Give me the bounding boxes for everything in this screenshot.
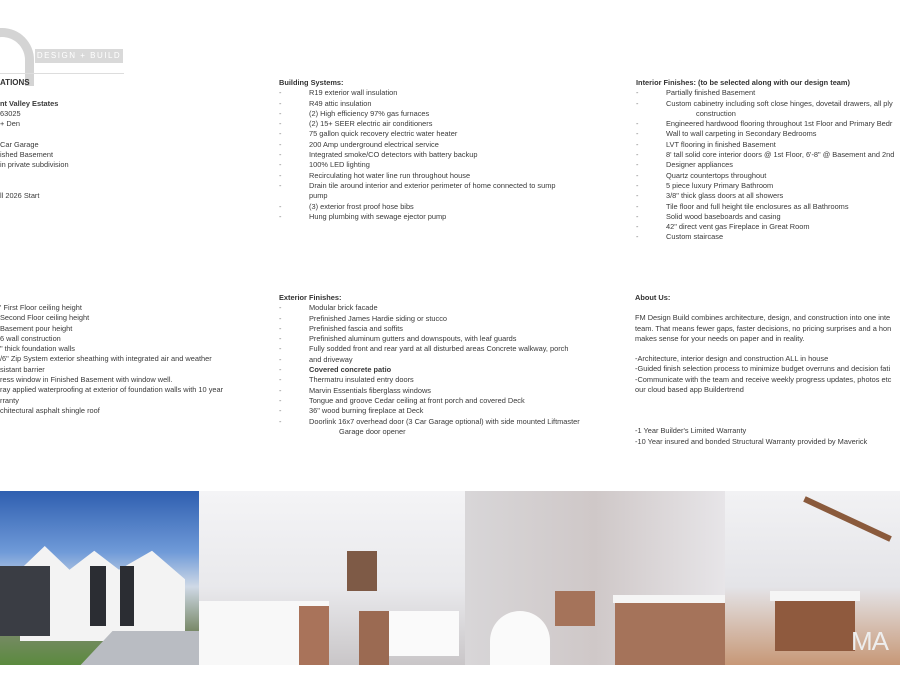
list-item — [279, 314, 580, 324]
list-item — [636, 140, 894, 150]
building-systems — [279, 78, 579, 222]
specifications-title: ATIONS — [0, 78, 30, 87]
specs-list — [0, 303, 223, 416]
list-item — [279, 181, 579, 202]
list-item — [279, 202, 579, 212]
location-line — [0, 181, 69, 191]
list-item-text: Custom cabinetry including soft close hinges, dovetail drawers, all ply — [666, 98, 893, 108]
bullet-dash: - — [279, 406, 282, 416]
about-paragraph-line: FM Design Build combines architecture, design, and construction into one inte — [635, 313, 891, 323]
specifications-column — [0, 78, 69, 202]
list-item-text: Custom staircase — [666, 232, 724, 242]
bullet-dash — [636, 109, 666, 119]
bullet-dash: - — [279, 160, 282, 170]
bullet-dash: - — [279, 416, 282, 426]
list-item-text: Prefinished fascia and soffits — [309, 323, 403, 333]
list-item — [636, 202, 894, 212]
location-line — [0, 171, 69, 181]
list-item — [636, 109, 894, 119]
bullet-dash: - — [636, 180, 639, 190]
list-item — [636, 222, 894, 232]
list-item-text: Designer appliances — [666, 160, 733, 170]
bullet-dash: - — [279, 201, 282, 211]
list-item-text: (2) 15+ SEER electric air conditioners — [309, 119, 433, 129]
interior-finishes-title: Interior Finishes: (to be selected along with our design team) — [636, 78, 850, 87]
list-item — [636, 99, 894, 109]
spec-line: chitectural asphalt shingle roof — [0, 405, 100, 415]
bullet-dash: - — [636, 139, 639, 149]
list-item-text: Thermatru insulated entry doors — [309, 375, 414, 385]
list-item-text: 75 gallon quick recovery electric water heater — [309, 129, 458, 139]
bullet-dash: - — [636, 222, 639, 232]
list-item — [279, 109, 579, 119]
exterior-photo — [0, 491, 199, 665]
bullet-dash: - — [279, 365, 282, 375]
list-item-text: construction — [696, 108, 736, 118]
bathroom-photo — [465, 491, 725, 665]
list-item — [279, 365, 580, 375]
list-item-text: Recirculating hot water line run throughout house — [309, 170, 471, 180]
list-item — [279, 160, 579, 170]
logo-tagline: DESIGN + BUILD — [35, 49, 123, 63]
bullet-dash: - — [279, 88, 282, 98]
bullet-dash: - — [279, 170, 282, 180]
bullet-dash: - — [279, 150, 282, 160]
list-item — [279, 417, 580, 427]
bullet-dash: - — [279, 129, 282, 139]
spec-line: ray applied waterproofing at exterior of foundation walls with 10 year — [0, 385, 224, 395]
spec-line: " thick foundation walls — [0, 344, 75, 354]
list-item-text: and driveway — [309, 354, 353, 364]
about-paragraph-line: makes sense for your needs on paper and in reality. — [635, 333, 805, 343]
spec-line: Basement pour height — [0, 323, 73, 333]
bullet-dash: - — [279, 375, 282, 385]
location-line: nt Valley Estates — [0, 98, 59, 108]
bullet-dash: - — [636, 129, 639, 139]
bullet-dash: - — [279, 303, 282, 313]
list-item-text: Prefinished aluminum gutters and downspouts, with leaf guards — [309, 334, 517, 344]
exterior-finishes — [279, 293, 580, 437]
bullet-dash: - — [279, 385, 282, 395]
list-item-text: Partially finished Basement — [666, 88, 756, 98]
bullet-dash: - — [279, 108, 282, 118]
bullet-dash: - — [279, 139, 282, 149]
list-item — [279, 375, 580, 385]
list-item — [279, 427, 580, 437]
bullet-dash: - — [636, 98, 639, 108]
bullet-dash: - — [636, 201, 639, 211]
list-item-text: (3) exterior frost proof hose bibs — [309, 201, 414, 211]
list-item — [279, 150, 579, 160]
list-item — [636, 119, 894, 129]
great-room-photo — [725, 491, 900, 665]
list-item — [636, 212, 894, 222]
list-item-text: 8' tall solid core interior doors @ 1st Floor, 6'-8" @ Basement and 2nd — [666, 150, 895, 160]
list-item-text: Tongue and groove Cedar ceiling at front porch and covered Deck — [309, 395, 525, 405]
list-item-text: Hung plumbing with sewage ejector pump — [309, 211, 447, 221]
list-item — [279, 212, 579, 222]
list-item-text: 200 Amp underground electrical service — [309, 139, 439, 149]
about-us-title: About Us: — [635, 293, 671, 302]
list-item — [279, 129, 579, 139]
photo-strip — [0, 491, 900, 665]
list-item — [279, 344, 580, 354]
list-item-text: 36" wood burning fireplace at Deck — [309, 406, 424, 416]
bullet-dash: - — [636, 191, 639, 201]
bullet-dash: - — [279, 354, 282, 364]
list-item-text: 42" direct vent gas Fireplace in Great Room — [666, 222, 810, 232]
logo-divider — [0, 73, 124, 74]
spec-line: ' First Floor ceiling height — [0, 303, 82, 312]
list-item — [279, 355, 580, 365]
bullet-dash: - — [636, 150, 639, 160]
list-item — [636, 191, 894, 201]
warranty-line: -1 Year Builder's Limited Warranty — [635, 426, 747, 436]
about-point: -Communicate with the team and receive weekly progress updates, photos etc — [635, 374, 892, 384]
bullet-dash: - — [279, 211, 282, 221]
list-item — [279, 171, 579, 181]
list-item-text: Drain tile around interior and exterior perimeter of home connected to sump pump — [309, 180, 556, 201]
list-item-text: R49 attic insulation — [309, 98, 372, 108]
bullet-dash: - — [279, 395, 282, 405]
bullet-dash: - — [279, 119, 282, 129]
location-line: in private subdivision — [0, 160, 69, 170]
list-item — [636, 181, 894, 191]
list-item-text: Integrated smoke/CO detectors with battery backup — [309, 150, 478, 160]
list-item-text: Tile floor and full height tile enclosures as all Bathrooms — [666, 201, 849, 211]
list-item — [279, 303, 580, 313]
bullet-dash: - — [636, 211, 639, 221]
list-item — [279, 324, 580, 334]
spec-line: rranty — [0, 395, 19, 405]
list-item — [279, 140, 579, 150]
warranty-line: -10 Year insured and bonded Structural Warranty provided by Maverick — [635, 436, 868, 446]
list-item-text: Doorlink 16x7 overhead door (3 Car Garage optional) with side mounted Liftmaster — [309, 416, 580, 426]
list-item-text: 5 piece luxury Primary Bathroom — [666, 180, 774, 190]
exterior-finishes-title: Exterior Finishes: — [279, 293, 342, 302]
building-systems-title: Building Systems: — [279, 78, 344, 87]
spec-line: ress window in Finished Basement with window well. — [0, 375, 173, 385]
spec-line: /6" Zip System exterior sheathing with integrated air and weather — [0, 354, 212, 364]
list-item-text: LVT flooring in finished Basement — [666, 139, 776, 149]
list-item-text: Fully sodded front and rear yard at all disturbed areas Concrete walkway, porch — [309, 344, 569, 354]
list-item — [636, 160, 894, 170]
bullet-dash: - — [636, 232, 639, 242]
list-item-text: Garage door opener — [339, 426, 406, 436]
bullet-dash: - — [279, 180, 282, 190]
list-item — [279, 99, 579, 109]
list-item-text: Solid wood baseboards and casing — [666, 211, 781, 221]
list-item-text: Prefinished James Hardie siding or stucco — [309, 313, 448, 323]
list-item — [279, 88, 579, 98]
about-point: -Architecture, interior design and construction ALL in house — [635, 354, 829, 364]
list-item-text: R19 exterior wall insulation — [309, 88, 398, 98]
list-item-text: Engineered hardwood flooring throughout 1st Floor and Primary Bedr — [666, 119, 893, 129]
list-item-text: Covered concrete patio — [309, 365, 392, 375]
spec-line: Second Floor ceiling height — [0, 313, 90, 323]
list-item-text: (2) High efficiency 97% gas furnaces — [309, 108, 430, 118]
list-item — [279, 334, 580, 344]
location-line: 63025 — [0, 108, 21, 118]
spec-line: 6 wall construction — [0, 333, 61, 343]
bullet-dash: - — [636, 119, 639, 129]
bullet-dash: - — [636, 170, 639, 180]
list-item — [636, 171, 894, 181]
spec-line: sistant barrier — [0, 364, 45, 374]
list-item — [279, 386, 580, 396]
location-line — [0, 88, 69, 98]
list-item — [636, 88, 894, 98]
list-item — [279, 406, 580, 416]
about-us — [635, 293, 891, 447]
bullet-dash: - — [636, 160, 639, 170]
watermark: MA — [851, 626, 888, 656]
list-item-text: Wall to wall carpeting in Secondary Bedrooms — [666, 129, 817, 139]
list-item-text: Modular brick facade — [309, 303, 378, 313]
bullet-dash: - — [279, 323, 282, 333]
bullet-dash — [279, 427, 309, 437]
location-line: ished Basement — [0, 150, 53, 160]
location-line: ll 2026 Start — [0, 191, 40, 201]
about-point: our cloud based app Buildertrend — [635, 385, 744, 395]
about-paragraph-line: team. That means fewer gaps, faster decisions, no pricing surprises and a hon — [635, 323, 892, 333]
list-item-text: 100% LED lighting — [309, 160, 370, 170]
bullet-dash: - — [279, 313, 282, 323]
list-item — [279, 396, 580, 406]
location-line — [0, 129, 69, 139]
list-item-text: 3/8" thick glass doors at all showers — [666, 191, 784, 201]
location-line: Car Garage — [0, 139, 39, 149]
list-item — [636, 232, 894, 242]
bullet-dash: - — [279, 98, 282, 108]
kitchen-photo — [199, 491, 465, 665]
bullet-dash: - — [279, 344, 282, 354]
bullet-dash: - — [279, 334, 282, 344]
list-item — [279, 119, 579, 129]
list-item — [636, 129, 894, 139]
about-point: -Guided finish selection process to minimize budget overruns and decision fati — [635, 364, 891, 374]
list-item — [636, 150, 894, 160]
list-item-text: Marvin Essentials fiberglass windows — [309, 385, 431, 395]
list-item-text: Quartz countertops throughout — [666, 170, 767, 180]
location-line: + Den — [0, 119, 20, 129]
bullet-dash: - — [636, 88, 639, 98]
interior-finishes — [636, 78, 894, 243]
